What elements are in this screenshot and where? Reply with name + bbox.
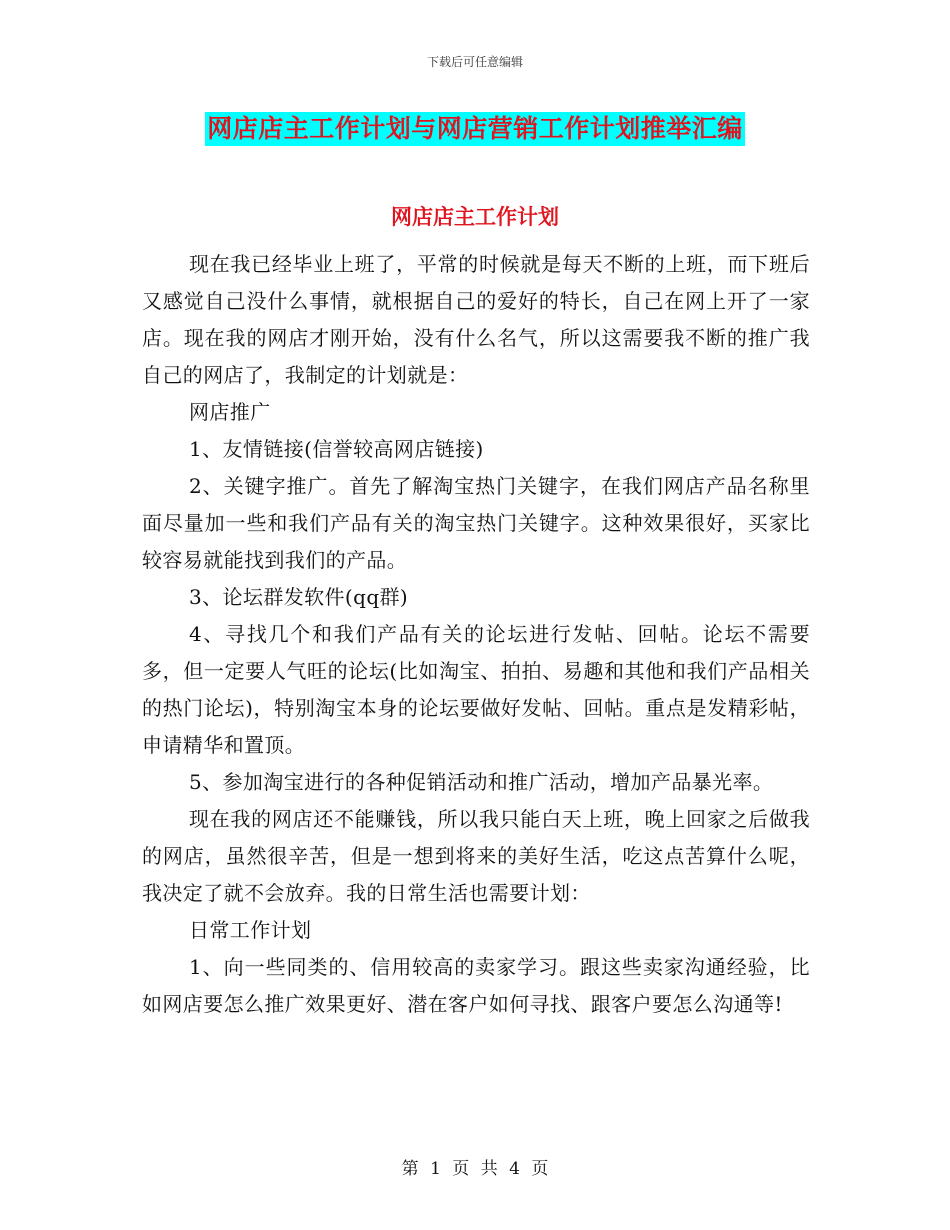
document-title: 网店店主工作计划与网店营销工作计划推举汇编 <box>205 112 745 146</box>
paragraph-item: 1、友情链接(信誉较高网店链接) <box>189 437 484 461</box>
paragraph-reflection: 现在我的网店还不能赚钱，所以我只能白天上班，晚上回家之后做我的网店，虽然很辛苦，但是一想到将来的美好生活，吃这点苦算什么呢，我决定了就不会放弃。我的日常生活也需要计划： <box>142 807 810 905</box>
paragraph-item: 3、论坛群发软件(qq群) <box>189 585 409 609</box>
page-footer: 第 1 页 共 4 页 <box>401 1159 549 1179</box>
paragraph-item: 1、向一些同类的、信用较高的卖家学习。跟这些卖家沟通经验，比如网店要怎么推广效果更好、潜在客户如何寻找、跟客户要怎么沟通等! <box>142 955 810 1016</box>
paragraph-item: 5、参加淘宝进行的各种促销活动和推广活动，增加产品暴光率。 <box>189 770 774 794</box>
section-title: 网店店主工作计划 <box>391 204 559 229</box>
paragraph-item: 4、寻找几个和我们产品有关的论坛进行发帖、回帖。论坛不需要多，但一定要人气旺的论坛(比如淘宝、拍拍、易趣和其他和我们产品相关的热门论坛)，特别淘宝本身的论坛要做好发帖、回帖。重点是发精彩帖，申请精华和置顶。 <box>142 622 810 757</box>
paragraph-heading-daily-plan: 日常工作计划 <box>189 918 312 942</box>
paragraph-item: 2、关键字推广。首先了解淘宝热门关键字，在我们网店产品名称里面尽量加一些和我们产品有关的淘宝热门关键字。这种效果很好，买家比较容易就能找到我们的产品。 <box>142 474 810 572</box>
document-title-container <box>0 112 950 146</box>
paragraph-heading-promotion: 网店推广 <box>189 400 271 424</box>
document-body <box>142 246 810 1023</box>
paragraph-intro: 现在我已经毕业上班了，平常的时候就是每天不断的上班，而下班后又感觉自己没什么事情，就根据自己的爱好的特长，自己在网上开了一家店。现在我的网店才刚开始，没有什么名气，所以这需要我不断的推广我自己的网店了，我制定的计划就是： <box>142 252 810 387</box>
header-note: 下载后可任意编辑 <box>426 55 523 69</box>
